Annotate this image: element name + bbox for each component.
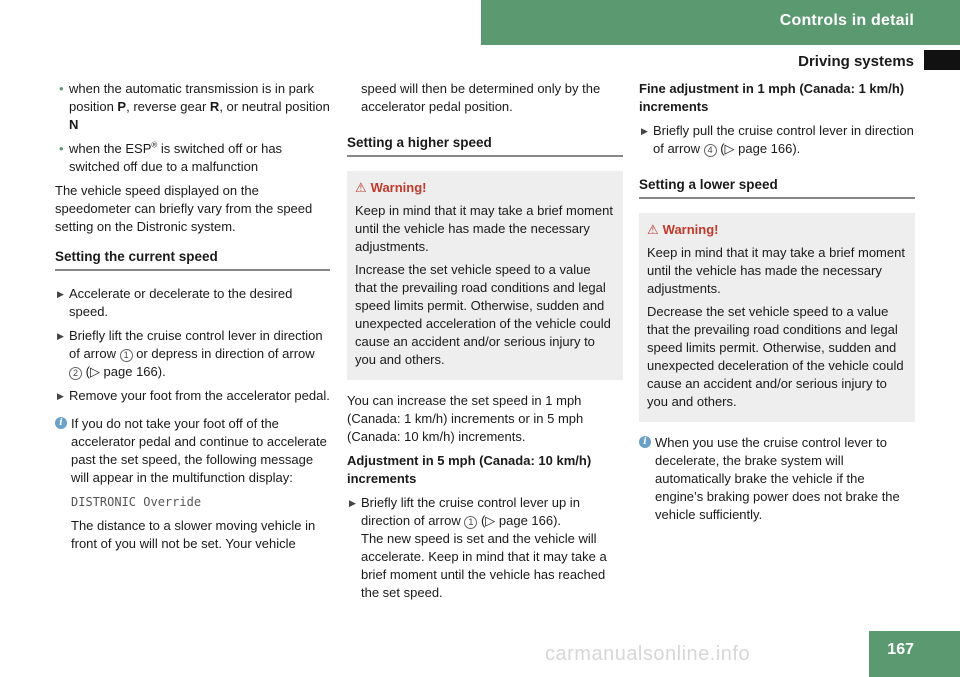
info-icon: i xyxy=(639,436,651,448)
info-note: i If you do not take your foot off of the accelerator pedal and continue to accelerate past the set speed, the following message will appear in the multifunction display: DISTRONIC Override The distance to a slower moving vehicle in front of you will not be set. Your vehicle xyxy=(55,415,330,553)
page-reference: (▷ page 166). xyxy=(716,141,801,156)
step-item: ▶ Briefly pull the cruise control lever in direction of arrow 4 (▷ page 166). xyxy=(641,123,914,156)
section-title: Controls in detail xyxy=(779,12,914,29)
step-item: ▶ Briefly lift the cruise control lever in direction of arrow 1 or depress in direction of arrow 2 (▷ page 166). xyxy=(57,328,323,379)
step-arrow-icon: ▶ xyxy=(641,126,648,136)
subsection-title: Driving systems xyxy=(798,53,914,70)
column-1 xyxy=(55,80,330,559)
step-item: ▶ Accelerate or decelerate to the desired speed. xyxy=(57,286,293,319)
warning-title: Warning! xyxy=(370,180,427,195)
step-arrow-icon: ▶ xyxy=(349,498,356,508)
step-item: ▶ Remove your foot from the accelerator pedal. xyxy=(57,388,330,403)
subheading: Adjustment in 5 mph (Canada: 10 km/h) increments xyxy=(347,453,592,486)
warning-box: ⚠ Warning! Keep in mind that it may take a brief moment until the vehicle has made the necessary adjustments. Decrease the set vehicle speed to a value that the prevailing road conditions and legal speed limits permit. Otherwise, sudden and unexpected deceleration of the vehicle could cause an accident and/or serious injury to you and others. xyxy=(639,213,915,422)
page-reference: (▷ page 166). xyxy=(477,513,562,528)
warning-title: Warning! xyxy=(662,222,719,237)
warning-triangle-icon: ⚠ xyxy=(355,180,367,195)
list-item: • when the ESP® is switched off or has switched off due to a malfunction xyxy=(59,140,283,174)
page-number: 167 xyxy=(887,641,914,658)
subheading: Fine adjustment in 1 mph (Canada: 1 km/h) increments xyxy=(639,81,905,114)
arrow-number-icon: 1 xyxy=(120,349,133,362)
arrow-number-icon: 1 xyxy=(464,516,477,529)
paragraph: You can increase the set speed in 1 mph (Canada: 1 km/h) increments or in 5 mph (Canada: 10 km/h) increments. xyxy=(347,393,584,444)
paragraph: The vehicle speed displayed on the speedometer can briefly vary from the speed setting on the Distronic system. xyxy=(55,183,313,234)
info-icon: i xyxy=(55,417,67,429)
info-note: i When you use the cruise control lever to decelerate, the brake system will automatically brake the vehicle if the engine’s braking power does not brake the vehicle sufficiently. xyxy=(639,434,915,524)
step-arrow-icon: ▶ xyxy=(57,331,64,341)
column-2 xyxy=(347,80,623,608)
section-heading: Setting the current speed xyxy=(55,248,330,271)
display-message: DISTRONIC Override xyxy=(71,495,202,509)
header-marker xyxy=(924,50,960,70)
section-heading: Setting a lower speed xyxy=(639,176,915,199)
section-heading: Setting a higher speed xyxy=(347,134,623,157)
bullet-icon: • xyxy=(59,141,64,156)
warning-box: ⚠ Warning! Keep in mind that it may take a brief moment until the vehicle has made the necessary adjustments. Increase the set vehicle speed to a value that the prevailing road conditions and legal speed limits permit. Otherwise, sudden and unexpected acceleration of the vehicle could cause an accident and/or serious injury to you and others. xyxy=(347,171,623,380)
bullet-icon: • xyxy=(59,81,64,96)
page-number-box xyxy=(869,631,960,677)
watermark: carmanualsonline.info xyxy=(545,643,751,665)
step-item: ▶ Briefly lift the cruise control lever up in direction of arrow 1 (▷ page 166). The new speed is set and the vehicle will accelerate. Keep in mind that it may take a brief moment until the vehicle has reached the set speed. xyxy=(349,495,607,600)
arrow-number-icon: 4 xyxy=(704,144,717,157)
warning-triangle-icon: ⚠ xyxy=(647,222,659,237)
step-arrow-icon: ▶ xyxy=(57,289,64,299)
list-item: • when the automatic transmission is in park position P, reverse gear R, or neutral position N xyxy=(59,81,330,132)
paragraph: speed will then be determined only by the accelerator pedal position. xyxy=(361,81,601,114)
column-3 xyxy=(639,80,915,530)
step-arrow-icon: ▶ xyxy=(57,391,64,401)
arrow-number-icon: 2 xyxy=(69,367,82,380)
page-reference: (▷ page 166). xyxy=(82,364,166,379)
